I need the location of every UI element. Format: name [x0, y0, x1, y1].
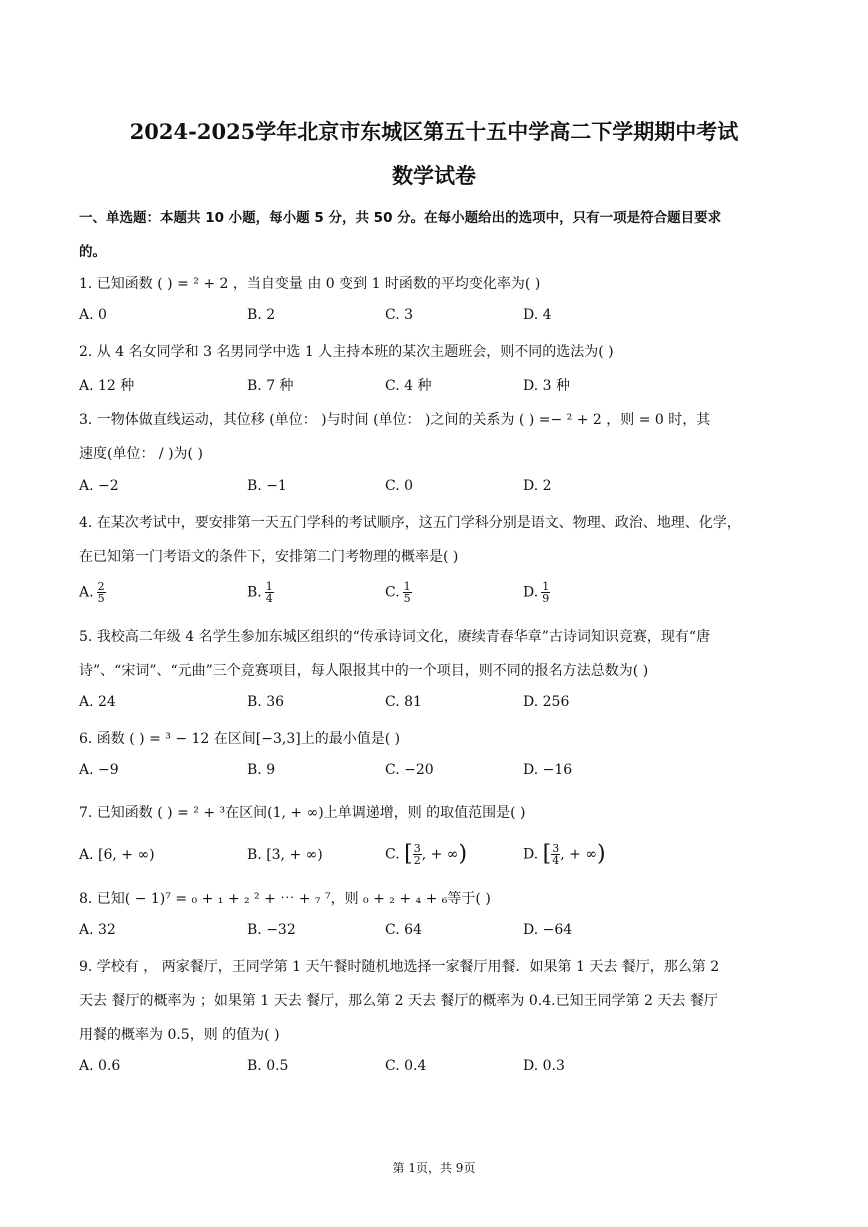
question-7-option-c	[385, 843, 467, 866]
denominator: 4	[552, 854, 560, 867]
question-1-option-a: A. 0	[79, 307, 107, 323]
denominator: 2	[413, 854, 421, 867]
question-4-stem: 4. 在某次考试中，要安排第一天五门学科的考试顺序，这五门学科分别是语文、物理、政治、地理、化学，	[79, 515, 741, 531]
question-9-option-c: C. 0.4	[385, 1058, 427, 1074]
question-3-option-a: A. −2	[79, 478, 119, 494]
question-9-stem-cont: 天去 餐厅的概率为 ；如果第 1 天去 餐厅，那么第 2 天去 餐厅的概率为 0.4.已知王同学第 2 天去 餐厅	[79, 993, 718, 1009]
numerator: 1	[403, 580, 411, 593]
question-5-option-a: A. 24	[79, 694, 116, 710]
question-4-stem-cont: 在已知第一门考语文的条件下，安排第二门考物理的概率是( )	[79, 549, 459, 565]
exam-title: 2024-2025学年北京市东城区第五十五中学高二下学期期中考试	[129, 119, 739, 144]
fraction	[551, 843, 560, 866]
question-4-option-b	[247, 581, 274, 604]
question-9-option-d: D. 0.3	[523, 1058, 565, 1074]
bracket-open: [	[542, 841, 552, 867]
question-5-stem-cont: 诗”、“宋词”、“元曲”三个竞赛项目，每人限报其中的一个项目，则不同的报名方法总数为( )	[79, 663, 649, 679]
option-label: D.	[523, 584, 539, 601]
question-4-option-a	[79, 581, 106, 604]
question-5-option-d: D. 256	[523, 694, 570, 710]
question-4-option-c	[385, 581, 412, 604]
question-9-option-b: B. 0.5	[247, 1058, 289, 1074]
bracket-close: )	[596, 841, 606, 867]
question-8-option-d: D. −64	[523, 922, 573, 938]
question-6-option-b: B. 9	[247, 762, 276, 778]
numerator: 3	[552, 842, 560, 855]
fraction	[541, 581, 550, 604]
interval-tail: , + ∞	[560, 846, 597, 863]
question-8-option-b: B. −32	[247, 922, 296, 938]
question-3-stem: 3. 一物体做直线运动，其位移 (单位： )与时间 (单位： )之间的关系为 ( ) =− ² + 2 ，则 = 0 时，其	[79, 412, 711, 428]
bracket-open: [	[404, 841, 413, 867]
question-6-option-a: A. −9	[79, 762, 119, 778]
question-3-option-b: B. −1	[247, 478, 287, 494]
question-6-option-d: D. −16	[523, 762, 573, 778]
question-6-stem: 6. 函数 ( ) = ³ − 12 在区间[−3,3]上的最小值是( )	[79, 731, 401, 747]
question-8-stem: 8. 已知( − 1)⁷ = ₀ + ₁ + ₂ ² + ⋯ + ₇ ⁷，则 ₀ + ₂ + ₄ + ₆等于( )	[79, 891, 491, 907]
question-2-option-a: A. 12 种	[79, 378, 135, 394]
option-label: A.	[79, 584, 94, 601]
numerator: 2	[97, 580, 105, 593]
question-7-stem: 7. 已知函数 ( ) = ² + ³在区间(1, + ∞)上单调递增，则 的取值范围是( )	[79, 805, 526, 821]
fraction	[265, 581, 274, 604]
question-1-stem: 1. 已知函数 ( ) = ² + 2 ，当自变量 由 0 变到 1 时函数的平均变化率为( )	[79, 276, 541, 292]
denominator: 5	[97, 592, 105, 605]
section-heading: 一、单选题：本题共 10 小题，每小题 5 分，共 50 分。在每小题给出的选项中，只有一项是符合题目要求	[79, 210, 722, 226]
question-8-option-c: C. 64	[385, 922, 422, 938]
numerator: 3	[413, 842, 421, 855]
question-6-option-c: C. −20	[385, 762, 434, 778]
question-7-option-d	[523, 843, 606, 866]
question-7-option-b: B. [3, + ∞)	[247, 847, 323, 863]
interval-tail: , + ∞	[421, 846, 459, 863]
numerator: 1	[265, 580, 273, 593]
question-2-stem: 2. 从 4 名女同学和 3 名男同学中选 1 人主持本班的某次主题班会，则不同的选法为( )	[79, 344, 614, 360]
question-7-option-a: A. [6, + ∞)	[79, 847, 155, 863]
question-9-stem-cont2: 用餐的概率为 0.5，则 的值为( )	[79, 1027, 280, 1043]
question-3-stem-cont: 速度(单位： / )为( )	[79, 446, 203, 462]
question-5-option-c: C. 81	[385, 694, 422, 710]
question-1-option-c: C. 3	[385, 307, 414, 323]
fraction	[413, 843, 422, 866]
question-5-option-b: B. 36	[247, 694, 285, 710]
question-5-stem: 5. 我校高二年级 4 名学生参加东城区组织的“传承诗词文化，赓续青春华章”古诗词知识竞赛，现有“唐	[79, 629, 711, 645]
question-9-option-a: A. 0.6	[79, 1058, 121, 1074]
option-label: D.	[523, 846, 539, 863]
question-3-option-d: D. 2	[523, 478, 552, 494]
denominator: 4	[265, 592, 273, 605]
numerator: 1	[542, 580, 550, 593]
section-heading-cont: 的。	[79, 244, 106, 260]
question-4-option-d	[523, 581, 550, 604]
question-1-option-d: D. 4	[523, 307, 552, 323]
question-2-option-d: D. 3 种	[523, 378, 570, 394]
fraction	[97, 581, 106, 604]
exam-subtitle: 数学试卷	[392, 163, 476, 188]
fraction	[403, 581, 412, 604]
question-8-option-a: A. 32	[79, 922, 116, 938]
denominator: 9	[542, 592, 550, 605]
question-1-option-b: B. 2	[247, 307, 276, 323]
denominator: 5	[403, 592, 411, 605]
question-9-stem: 9. 学校有 ， 两家餐厅，王同学第 1 天午餐时随机地选择一家餐厅用餐．如果第 1 天去 餐厅，那么第 2	[79, 959, 720, 975]
option-label: C.	[385, 584, 400, 601]
question-2-option-b: B. 7 种	[247, 378, 294, 394]
page-footer: 第 1页，共 9页	[392, 1161, 476, 1175]
option-label: B.	[247, 584, 262, 601]
bracket-close: )	[458, 841, 468, 867]
option-label: C.	[385, 846, 400, 863]
question-3-option-c: C. 0	[385, 478, 414, 494]
question-2-option-c: C. 4 种	[385, 378, 432, 394]
